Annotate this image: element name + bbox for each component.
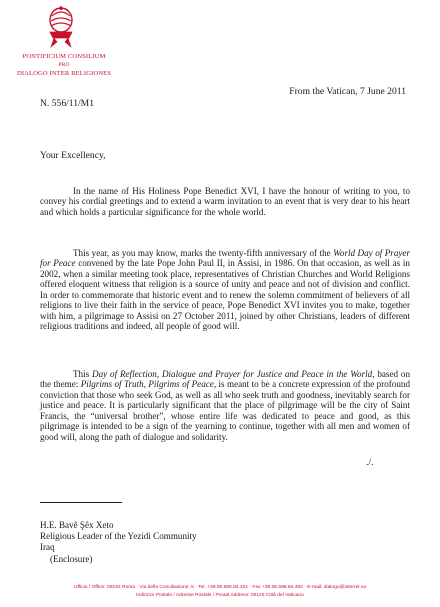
p3-text-e: , is meant to be a concrete expression of the profound conviction that those who seek God, as well as all who seek truth and goodness, inevitably search for justice and peace. It is particularly significant that the place of pilgrimage will be the city of Saint Francis, the “universal brother”, whose entire life was dedicated to peace and good, as this pilgrimage is intended to be a sign of the yearning to continue, together with all men and women of good will, along the path of dialogue and solidarity.	[40, 379, 410, 442]
letter-footer	[0, 584, 440, 600]
p3-text-c: , based on the theme:	[40, 369, 410, 390]
addressee-title: Religious Leader of the Yezidi Community	[40, 531, 197, 542]
addressee-block	[40, 520, 197, 565]
council-name: PONTIFICIUM CONSILIUM	[22, 53, 106, 60]
p2-text-a: This year, as you may know, marks the twenty-fifth anniversary of the	[73, 248, 334, 258]
p3-text-a: This	[73, 369, 93, 379]
footer-office: Ufficio / Office: 00193 Roma · Via della Conciliazione, 5 · Tel. +39.06.698.84.321 · Fax +39.06.698.84.494 · E-mail: dialogo@interrel.va	[74, 585, 366, 590]
divider	[40, 502, 122, 503]
footer-postal: Indirizzo Postale / Adresse Postale / Postal Address: 00120 Città del Vaticano	[136, 592, 304, 598]
paragraph-1: In the name of His Holiness Pope Benedict XVI, I have the honour of writing to you, to convey his cordial greetings and to extend a warm invitation to an event that is very dear to his heart and which holds a particular significance for the whole world.	[40, 186, 410, 217]
p2-text-c: convened by the late Pope John Paul II, in Assisi, in 1986. On that occasion, as well as in 2002, when a similar meeting took place, representatives of Christian Churches and World Religions offered eloquent witness that religion is a source of unity and peace and not of division and conflict. In order to commemorate that historic event and to renew the solemn commitment of believers of all religions to live their faith in the service of peace, Pope Benedict XVI invites you to make, together with him, a pilgrimage to Assisi on 27 October 2011, joined by other Christians, leaders of different religious traditions and indeed, all people of good will.	[40, 258, 410, 332]
paragraph-3	[40, 369, 410, 442]
salutation: Your Excellency,	[40, 150, 106, 161]
reference-number: N. 556/11/M1	[40, 98, 95, 109]
continuation-mark: ./.	[366, 457, 374, 468]
council-letterhead	[8, 53, 120, 78]
p3-day-title: Day of Reflection, Dialogue and Prayer for Justice and Peace in the World	[92, 369, 373, 379]
council-subtitle: DIALOGO INTER RELIGIONES	[17, 69, 111, 77]
addressee-name: H.E. Bavê Şêx Xeto	[40, 520, 114, 530]
addressee-country: Iraq	[40, 542, 55, 553]
p2-event-title: World Day of Prayer for Peace	[40, 248, 410, 269]
paragraph-2	[40, 248, 410, 332]
council-pro: PRO	[58, 62, 70, 69]
dateline: From the Vatican, 7 June 2011	[289, 86, 406, 97]
enclosure-note: (Enclosure)	[50, 553, 93, 564]
p3-theme: Pilgrims of Truth, Pilgrims of Peace	[80, 379, 214, 390]
papal-crest-icon	[42, 6, 80, 48]
